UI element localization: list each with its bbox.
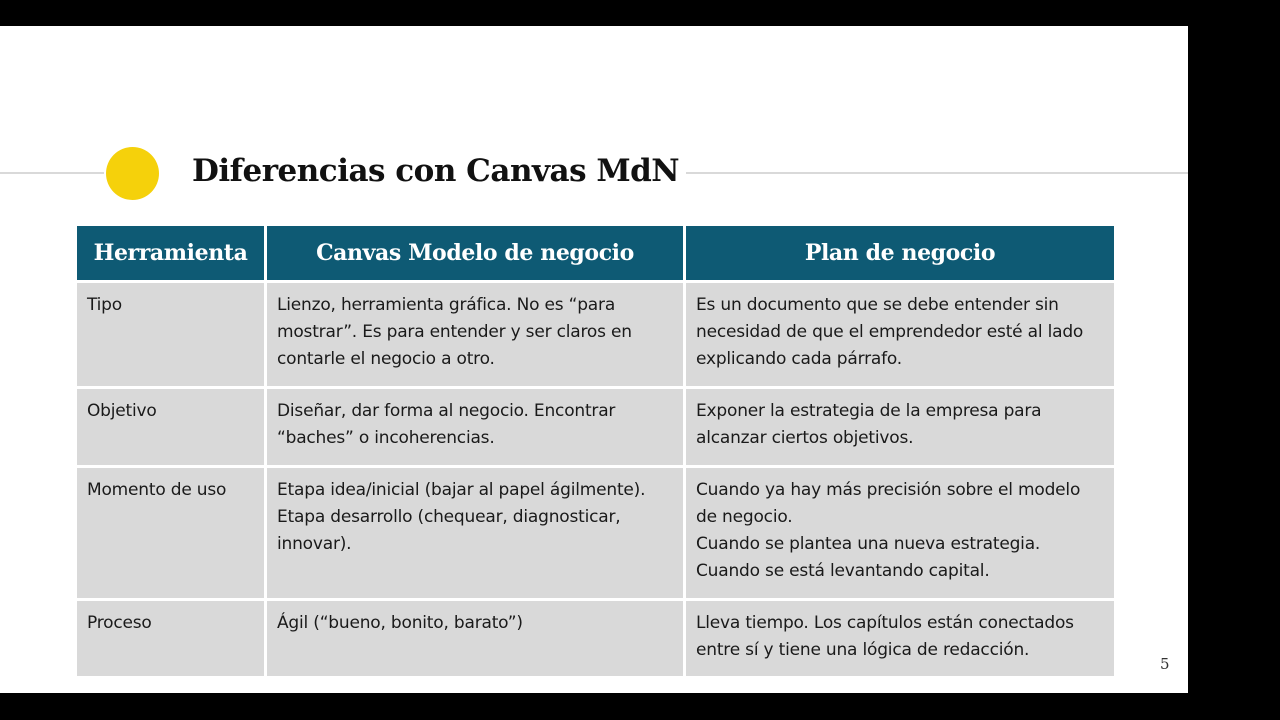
table-header-row (77, 226, 1114, 280)
header-herramienta: Herramienta (77, 226, 264, 280)
table-row (77, 601, 1114, 676)
canvas-cell: Diseñar, dar forma al negocio. Encontrar “baches” o incoherencias. (267, 389, 683, 465)
plan-cell: Es un documento que se debe entender sin necesidad de que el emprendedor esté al lado explicando cada párrafo. (686, 283, 1114, 386)
canvas-cell: Etapa idea/inicial (bajar al papel ágilmente). Etapa desarrollo (chequear, diagnosticar, innovar). (267, 468, 683, 598)
title-rule-right (686, 172, 1188, 174)
slide (0, 26, 1188, 693)
plan-cell: Cuando ya hay más precisión sobre el modelo de negocio. Cuando se plantea una nueva estrategia. Cuando se está levantando capital. (686, 468, 1114, 598)
comparison-table (74, 223, 1117, 679)
plan-cell: Lleva tiempo. Los capítulos están conectados entre sí y tiene una lógica de redacción. (686, 601, 1114, 676)
row-label: Tipo (77, 283, 264, 386)
title-rule-left (0, 172, 104, 174)
plan-cell: Exponer la estrategia de la empresa para alcanzar ciertos objetivos. (686, 389, 1114, 465)
slide-title: Diferencias con Canvas MdN (192, 153, 680, 189)
row-label: Proceso (77, 601, 264, 676)
table-row (77, 283, 1114, 386)
table-row (77, 389, 1114, 465)
page-number: 5 (1160, 655, 1170, 673)
canvas-cell: Lienzo, herramienta gráfica. No es “para mostrar”. Es para entender y ser claros en contarle el negocio a otro. (267, 283, 683, 386)
canvas-cell: Ágil (“bueno, bonito, barato”) (267, 601, 683, 676)
table-row (77, 468, 1114, 598)
row-label: Objetivo (77, 389, 264, 465)
header-plan: Plan de negocio (686, 226, 1114, 280)
yellow-circle-decoration (106, 147, 159, 200)
row-label: Momento de uso (77, 468, 264, 598)
header-canvas: Canvas Modelo de negocio (267, 226, 683, 280)
